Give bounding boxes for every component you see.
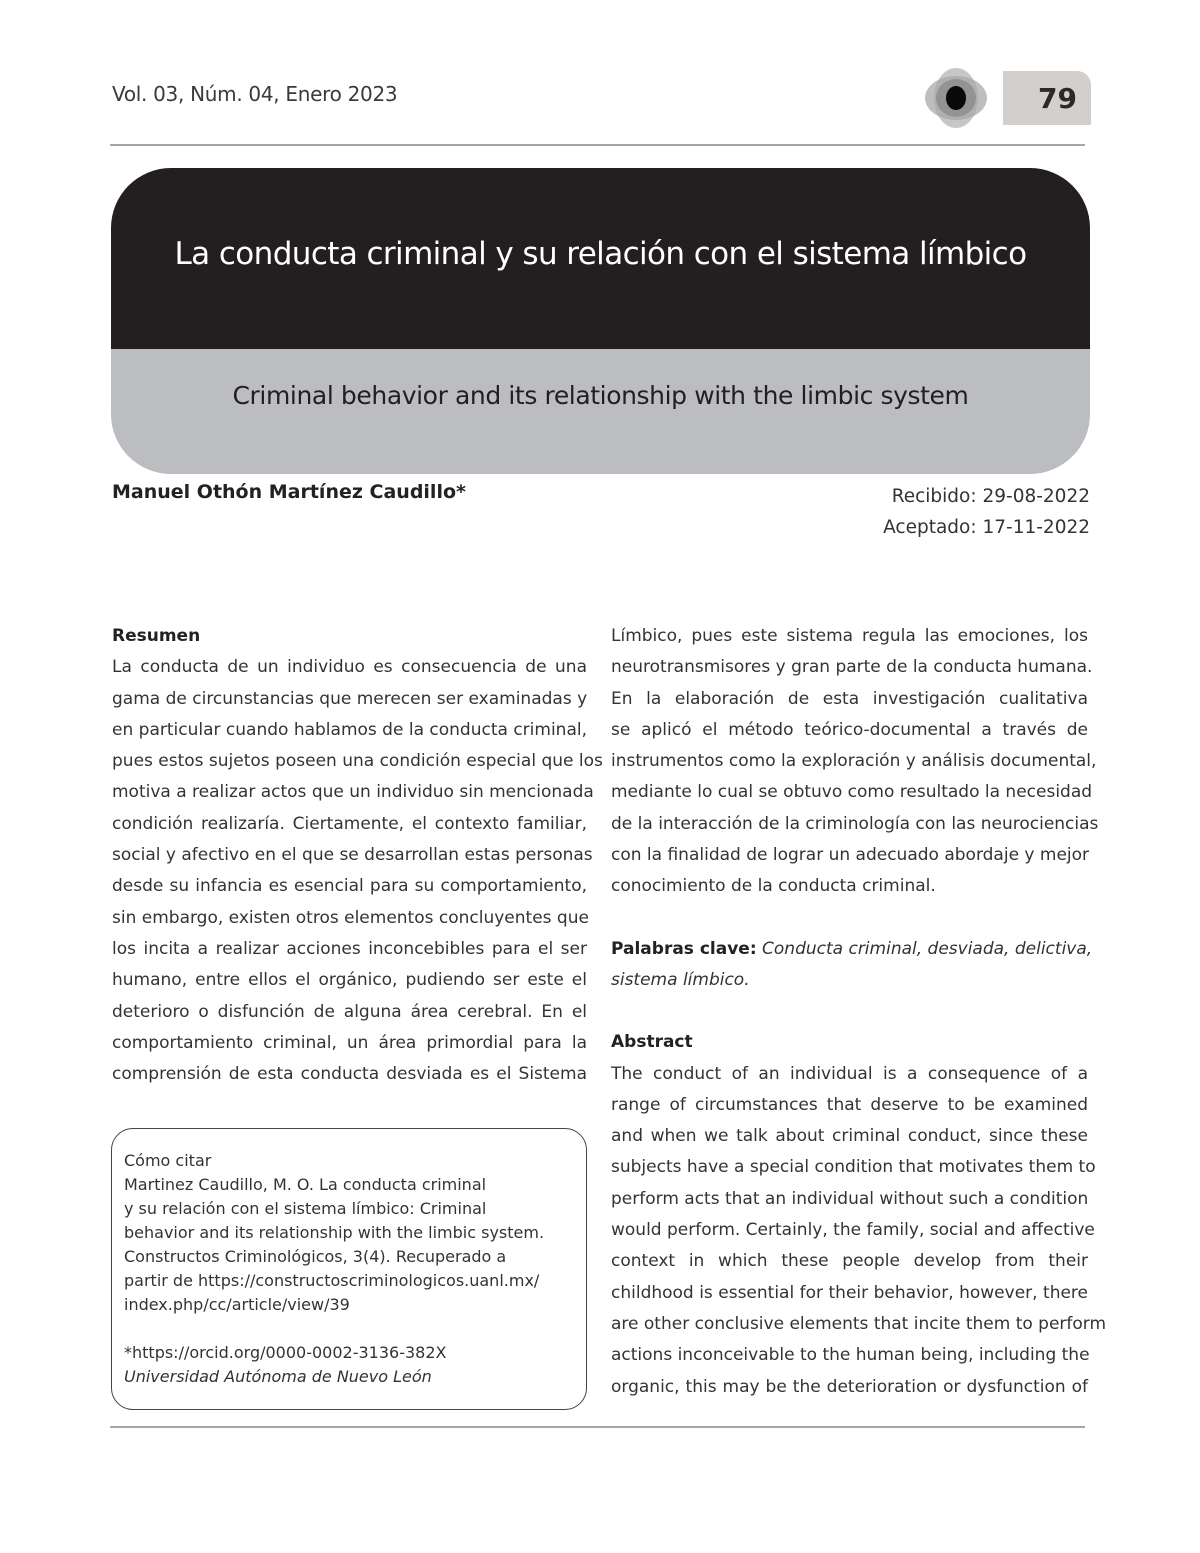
orcid-link[interactable]: *https://orcid.org/0000-0002-3136-382X	[124, 1343, 447, 1362]
citation-line: behavior and its relationship with the limbic system.	[124, 1223, 545, 1242]
resumen-line: neurotransmisores y gran parte de la conducta humana.	[611, 657, 1093, 678]
keywords-values-cont: sistema límbico.	[611, 969, 750, 990]
abstract-line: The conduct of an individual is a consequence of a	[611, 1063, 1088, 1084]
resumen-line: desde su infancia es esencial para su comportamiento,	[112, 876, 587, 897]
citation-url-line[interactable]: partir de https://constructoscriminologicos.uanl.mx/	[124, 1271, 540, 1290]
abstract-line: context in which these people develop from their	[611, 1251, 1088, 1272]
abstract-line: would perform. Certainly, the family, social and affective	[611, 1220, 1095, 1241]
abstract-line: organic, this may be the deterioration or dysfunction of	[611, 1376, 1088, 1397]
keywords-label: Palabras clave:	[611, 938, 757, 959]
journal-volume: Vol. 03, Núm. 04, Enero 2023	[112, 82, 398, 106]
title-english: Criminal behavior and its relationship with the limbic system	[232, 381, 969, 410]
resumen-line: en particular cuando hablamos de la conducta criminal,	[112, 719, 587, 740]
page-number: 79	[1003, 71, 1091, 125]
resumen-line: gama de circunstancias que merecen ser examinadas y	[112, 688, 588, 709]
resumen-line: motiva a realizar actos que un individuo sin mencionada	[112, 782, 594, 803]
left-column	[112, 621, 603, 1090]
header-rule	[110, 144, 1085, 146]
resumen-line: humano, entre ellos el orgánico, pudiendo ser este el	[112, 970, 587, 991]
resumen-line: con la finalidad de lograr un adecuado abordaje y mejor	[611, 845, 1090, 866]
resumen-line: pues estos sujetos poseen una condición especial que los	[112, 751, 603, 772]
abstract-heading: Abstract	[611, 1032, 693, 1053]
resumen-line: Límbico, pues este sistema regula las emociones, los	[611, 626, 1088, 646]
title-spanish-panel	[111, 168, 1090, 349]
accepted-date: Aceptado: 17-11-2022	[883, 517, 1090, 538]
abstract-line: childhood is essential for their behavior, however, there	[611, 1282, 1088, 1303]
resumen-line: conocimiento de la conducta criminal.	[611, 876, 936, 897]
resumen-line: deterioro o disfunción de alguna área cerebral. En el	[112, 1001, 587, 1022]
resumen-line: comprensión de esta conducta desviada es el Sistema	[112, 1064, 587, 1085]
article-dates	[883, 481, 1090, 543]
institution: Universidad Autónoma de Nuevo León	[124, 1367, 432, 1386]
resumen-heading: Resumen	[112, 626, 201, 646]
footer-rule	[110, 1426, 1085, 1428]
keywords-line	[611, 934, 1093, 965]
received-date: Recibido: 29-08-2022	[891, 486, 1090, 507]
right-column	[611, 621, 1107, 1403]
abstract-line: and when we talk about criminal conduct, since these	[611, 1126, 1088, 1147]
citation-line: Martinez Caudillo, M. O. La conducta criminal	[124, 1175, 487, 1194]
abstract-line: actions inconceivable to the human being, including the	[611, 1345, 1090, 1366]
resumen-line: La conducta de un individuo es consecuencia de una	[112, 657, 587, 678]
citation-line: y su relación con el sistema límbico: Criminal	[124, 1199, 487, 1218]
resumen-line: social y afectivo en el que se desarrollan estas personas	[112, 845, 593, 866]
title-banner	[111, 168, 1090, 474]
resumen-line: comportamiento criminal, un área primordial para la	[112, 1032, 587, 1053]
title-english-panel	[111, 349, 1090, 474]
abstract-line: subjects have a special condition that motivates them to	[611, 1157, 1096, 1178]
citation-heading: Cómo citar	[124, 1151, 212, 1170]
title-spanish: La conducta criminal y su relación con el sistema límbico	[174, 235, 1027, 272]
abstract-line: are other conclusive elements that incite them to perform	[611, 1313, 1107, 1334]
abstract-line: perform acts that an individual without such a condition	[611, 1188, 1089, 1209]
citation-box	[111, 1128, 587, 1410]
resumen-line: de la interacción de la criminología con las neurociencias	[611, 813, 1099, 834]
resumen-line: mediante lo cual se obtuvo como resultado la necesidad	[611, 782, 1093, 803]
author-name: Manuel Othón Martínez Caudillo*	[112, 481, 466, 503]
abstract-line: range of circumstances that deserve to be examined	[611, 1094, 1088, 1115]
resumen-line: En la elaboración de esta investigación cualitativa	[611, 688, 1088, 709]
resumen-line: condición realizaría. Ciertamente, el contexto familiar,	[112, 813, 587, 834]
journal-logo-icon	[922, 66, 990, 130]
resumen-line: sin embargo, existen otros elementos concluyentes que	[112, 907, 589, 928]
resumen-line: se aplicó el método teórico-documental a través de	[611, 719, 1088, 740]
keywords-values: Conducta criminal, desviada, delictiva,	[762, 938, 1093, 959]
resumen-line: instrumentos como la exploración y análisis documental,	[611, 751, 1097, 772]
citation-line: Constructos Criminológicos, 3(4). Recuperado a	[124, 1247, 507, 1266]
citation-url-line[interactable]: index.php/cc/article/view/39	[124, 1295, 350, 1314]
resumen-line: los incita a realizar acciones inconcebibles para el ser	[112, 938, 587, 959]
